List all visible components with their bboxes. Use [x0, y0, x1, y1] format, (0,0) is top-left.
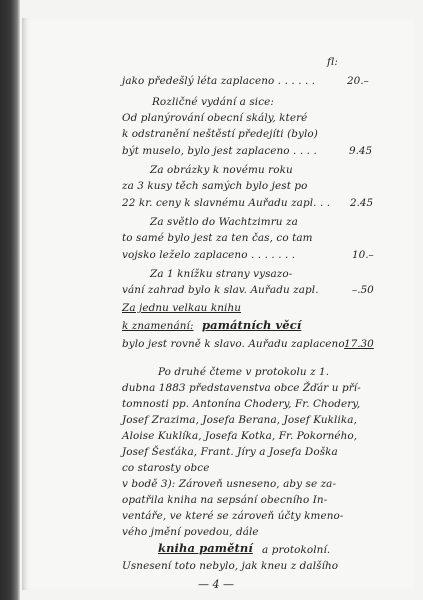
ledger-line: Za 1 knížku strany vysazo- [150, 268, 293, 280]
protocol-line: Usnesení toto nebylo, jak kneu z dalšího [122, 560, 339, 572]
currency-header: fl: [327, 56, 338, 68]
ledger-line: k odstranění neštěstí předejíti (bylo) [122, 128, 318, 140]
ledger-line: Rozličné vydání a sice: [152, 96, 274, 108]
ledger-amount: –.50 [352, 284, 374, 296]
ledger-amount: 20.– [347, 75, 369, 87]
protocol-line: Josef Šesťáka, Frant. Jíry a Josefa Doška [122, 446, 338, 458]
ledger-amount: 9.45 [349, 145, 373, 157]
protocol-line: v bodě 3): Zároveň usneseno, aby se za- [122, 478, 337, 490]
protocol-line: opatřila kniha na sepsání obecního In- [122, 494, 328, 506]
ledger-line: bylo jest rovně k slavo. Auřadu zaplaceno [122, 338, 345, 350]
ledger-line: 22 kr. ceny k slavnému Auřadu zapl. . . [122, 197, 331, 209]
ledger-amount: 10.– [352, 249, 374, 261]
ledger-line: být muselo, bylo jest zaplaceno . . . . [122, 145, 317, 157]
protocol-line: dubna 1883 představenstva obce Žďár u pří- [122, 382, 361, 394]
ledger-line: vání zahrad bylo k slav. Auřadu zapl. [122, 284, 319, 296]
protocol-line: ventáře, ve které se zároveň účty kmeno- [122, 510, 344, 522]
ledger-amount: 17.30 [344, 338, 374, 350]
ledger-line: jako předešlý léta zaplaceno . . . . . . [122, 75, 316, 87]
ledger-line: vojsko leželo zaplaceno . . . . . . . [122, 249, 296, 261]
ledger-line: Za světlo do Wachtzimru za [150, 216, 298, 228]
ledger-line-prefix: k znamenání: [122, 320, 194, 332]
ledger-line: Za jednu velkau knihu [122, 302, 242, 314]
protocol-line: vého jmění povedou, dále [122, 526, 259, 538]
protocol-line-emphasis: kniha pamětní [158, 541, 253, 555]
ledger-amount: 2.45 [350, 197, 374, 209]
protocol-line: co starosty obce [122, 462, 210, 474]
protocol-line: tomnosti pp. Antonína Chodery, Fr. Chodery, [122, 398, 361, 410]
protocol-line: Po druhé čteme v protokolu z 1. [158, 366, 330, 378]
page-number: — 4 — [198, 578, 234, 591]
protocol-line: Josef Zrazima, Josefa Berana, Josef Kuklika, [122, 414, 357, 426]
ledger-line: Od planýrování obecní skály, které [122, 112, 308, 124]
ledger-line: za 3 kusy těch samých bylo jest po [122, 180, 308, 192]
ledger-line-emphasis: památních věcí [202, 318, 302, 332]
notebook-page [22, 18, 414, 590]
protocol-line: Aloise Kuklíka, Josefa Kotka, Fr. Pokorného, [122, 430, 358, 442]
ledger-line: Za obrázky k novému roku [150, 164, 293, 176]
ledger-line: to samé bylo jest za ten čas, co tam [122, 232, 313, 244]
protocol-line-suffix: a protokolní. [262, 544, 331, 556]
book-binding [0, 0, 20, 600]
